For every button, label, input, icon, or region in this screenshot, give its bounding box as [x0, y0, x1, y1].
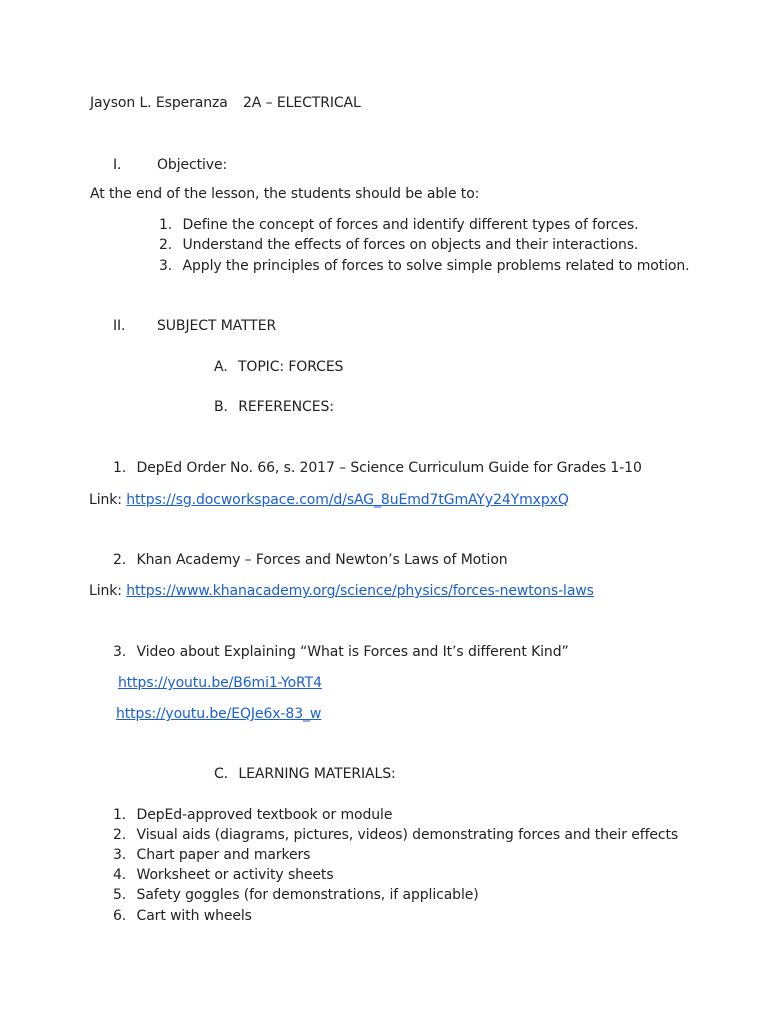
reference-item — [113, 459, 642, 477]
reference-item — [113, 643, 569, 661]
section-numeral-i: I. — [113, 157, 122, 173]
list-text: DepEd-approved textbook or module — [136, 807, 393, 823]
list-number: 3. — [159, 258, 173, 274]
list-number: 6. — [113, 908, 127, 924]
list-item — [113, 806, 392, 824]
video-url-link[interactable]: https://youtu.be/EQJe6x-83_w — [116, 706, 322, 722]
list-item — [113, 826, 678, 844]
reference-link-line — [89, 491, 569, 509]
reference-url-link[interactable]: https://sg.docworkspace.com/d/sAG_8uEmd7tGmAYy24YmxpxQ — [126, 492, 569, 508]
list-item — [159, 236, 638, 254]
list-text: Define the concept of forces and identify different types of forces. — [182, 217, 639, 233]
topic-letter: A. — [214, 359, 228, 375]
class-section: 2A – ELECTRICAL — [243, 95, 361, 111]
objective-heading: Objective: — [157, 157, 228, 173]
list-text: Worksheet or activity sheets — [136, 867, 334, 883]
list-text: Chart paper and markers — [136, 847, 311, 863]
list-item — [159, 216, 638, 234]
link-label: Link: — [89, 492, 122, 508]
materials-letter: C. — [214, 766, 229, 782]
reference-item — [113, 551, 508, 569]
video-url-link[interactable]: https://youtu.be/B6mi1-YoRT4 — [118, 675, 322, 691]
list-item — [113, 886, 479, 904]
list-number: 5. — [113, 887, 127, 903]
list-item — [113, 846, 310, 864]
list-text: Cart with wheels — [136, 908, 252, 924]
list-number: 2. — [113, 552, 127, 568]
list-text: Visual aids (diagrams, pictures, videos) demonstrating forces and their effects — [136, 827, 679, 843]
references-heading: REFERENCES: — [238, 399, 334, 415]
list-number: 1. — [159, 217, 173, 233]
reference-link-line — [89, 582, 594, 600]
list-number: 1. — [113, 460, 127, 476]
materials-line — [214, 765, 396, 783]
list-text: Apply the principles of forces to solve simple problems related to motion. — [182, 258, 690, 274]
list-text: Safety goggles (for demonstrations, if applicable) — [136, 887, 479, 903]
list-item — [113, 907, 252, 925]
materials-heading: LEARNING MATERIALS: — [238, 766, 396, 782]
list-number: 2. — [113, 827, 127, 843]
list-number: 1. — [113, 807, 127, 823]
references-letter: B. — [214, 399, 228, 415]
objective-intro: At the end of the lesson, the students should be able to: — [90, 186, 480, 202]
video-link-line — [118, 674, 322, 692]
section-numeral-ii: II. — [113, 318, 126, 334]
list-number: 3. — [113, 644, 127, 660]
subject-matter-heading: SUBJECT MATTER — [157, 318, 277, 334]
list-text: Understand the effects of forces on objects and their interactions. — [182, 237, 639, 253]
video-link-line — [116, 705, 321, 723]
topic-line — [214, 358, 343, 376]
reference-title: DepEd Order No. 66, s. 2017 – Science Curriculum Guide for Grades 1-10 — [136, 460, 642, 476]
topic-text: TOPIC: FORCES — [237, 359, 344, 375]
list-number: 3. — [113, 847, 127, 863]
reference-title: Khan Academy – Forces and Newton’s Laws of Motion — [136, 552, 508, 568]
list-number: 4. — [113, 867, 127, 883]
reference-title: Video about Explaining “What is Forces and It’s different Kind” — [136, 644, 569, 660]
list-number: 2. — [159, 237, 173, 253]
link-label: Link: — [89, 583, 122, 599]
author-name: Jayson L. Esperanza — [90, 95, 228, 111]
references-line — [214, 398, 334, 416]
list-item — [159, 257, 689, 275]
reference-url-link[interactable]: https://www.khanacademy.org/science/physics/forces-newtons-laws — [126, 583, 594, 599]
list-item — [113, 866, 334, 884]
